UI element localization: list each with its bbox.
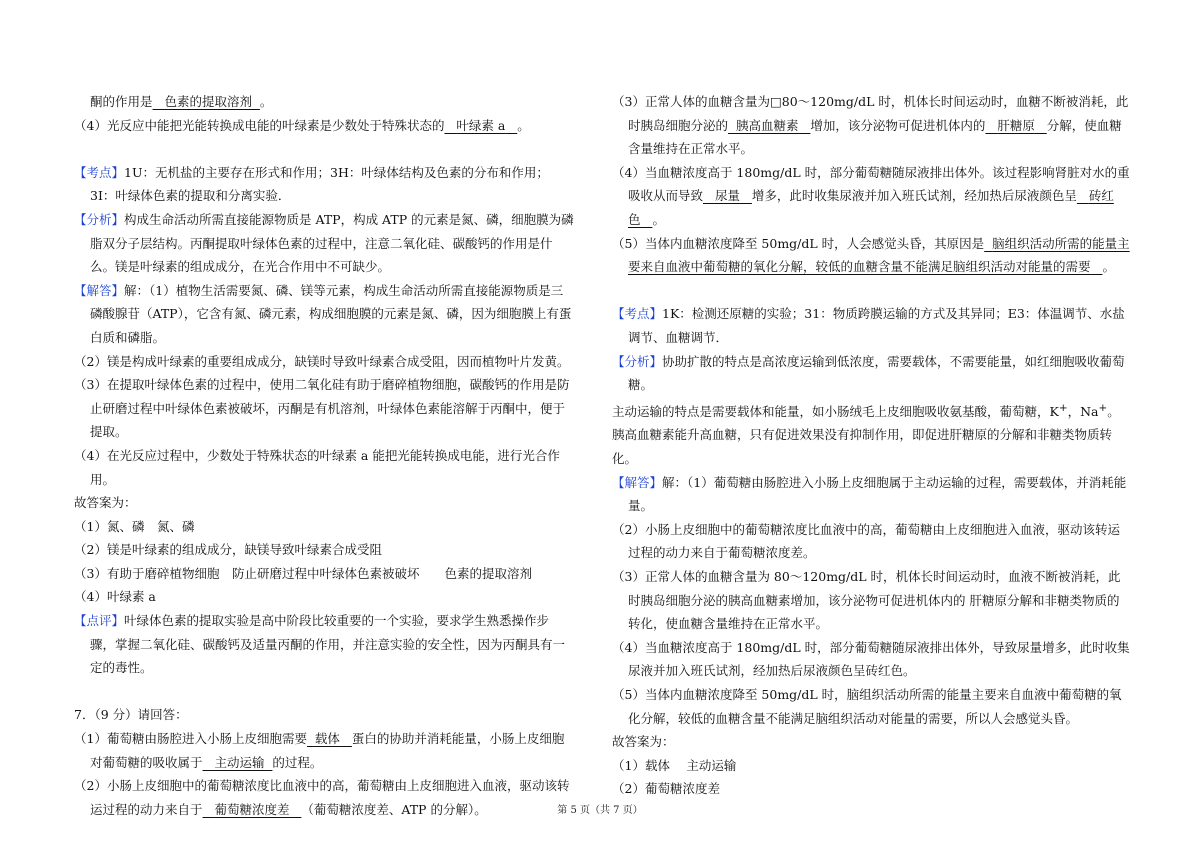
- q6-question-4: （4）光反应中能把光能转换成电能的叶绿素是少数处于特殊状态的 叶绿素 a 。: [74, 117, 530, 133]
- fenxi-section: 【分析】构成生命活动所需直接能源物质是 ATP，构成 ATP 的元素是氮、磷，细胞膜为磷脂双分子层结构。丙酮提取叶绿体色素的过程中，注意二氧化硅、碳酸钙的作用是什么。镁是叶绿素的组成成分，在光合作用中不可缺少。: [74, 211, 574, 275]
- jieda-line-5: （5）当体内血糖浓度降至 50mg/dL 时，脑组织活动所需的能量主要来自血液中葡萄糖的氧化分解，较低的血糖含量不能满足脑组织活动对能量的需要，所以人会感觉头昏。: [612, 687, 1122, 726]
- answer-4: （4）叶绿素 a: [74, 589, 156, 605]
- left-column: [74, 90, 574, 821]
- q7-question-5: （5）当体内血糖浓度降至 50mg/dL 时，人会感觉头昏，其原因是 脑组织活动所需的能量主要来自血液中葡萄糖的氧化分解，较低的血糖含量不能满足脑组织活动对能量的需要 。: [612, 235, 1130, 275]
- dianping-tag: 【点评】: [74, 613, 125, 629]
- q7-question-1: （1）葡萄糖由肠腔进入小肠上皮细胞需要 载体 蛋白的协助并消耗能量，小肠上皮细胞对葡萄糖的吸收属于 主动运输 的过程。: [74, 731, 565, 770]
- blank-answer: 主动运输: [214, 754, 265, 770]
- jieda-line-4: （4）当血糖浓度高于 180mg/dL 时，部分葡萄糖随尿液排出体外，导致尿量增多，此时收集尿液并加入班氏试剂，经加热后尿液颜色呈砖红色。: [612, 639, 1130, 679]
- kaodian-section: 【考点】1U：无机盐的主要存在形式和作用；3H：叶绿体结构及色素的分布和作用；3I：叶绿体色素的提取和分离实验．: [74, 164, 549, 204]
- blank-answer: 叶绿素 a: [456, 117, 506, 133]
- blank-answer: 胰高血糖素: [735, 117, 799, 133]
- blank-answer: 脑组织活动所需的能量主要来自血液中葡萄糖的氧化分解，较低的血糖含量不能满足脑组织活动对能量的需要: [628, 235, 1130, 275]
- blank-answer: 色素的提取溶剂: [164, 94, 252, 109]
- page-number: 第 5 页（共 7 页）: [557, 805, 643, 816]
- fenxi-tag: 【分析】: [74, 211, 125, 227]
- jieda-line-2: （2）小肠上皮细胞中的葡萄糖浓度比血液中的高，葡萄糖由上皮细胞进入血液，驱动该转运过程的动力来自于葡萄糖浓度差。: [612, 521, 1120, 561]
- q7-question-3: （3）正常人体的血糖含量为□80～120mg/dL 时，机体长时间运动时，血糖不断被消耗，此时胰岛细胞分泌的 胰高血糖素 增加，该分泌物可促进机体内的 肝糖原 分解，使血糖含量维持在正常水平。: [612, 94, 1129, 157]
- jieda-section: 【解答】解：（1）葡萄糖由肠腔进入小肠上皮细胞属于主动运输的过程，需要载体，并消耗能量。: [612, 474, 1127, 514]
- fenxi-line-3: 胰高血糖素能升高血糖，只有促进效果没有抑制作用，即促进肝糖原的分解和非糖类物质转化。: [612, 427, 1113, 467]
- blank-answer: 砖红色: [628, 188, 1114, 227]
- dianping-section: 【点评】叶绿体色素的提取实验是高中阶段比较重要的一个实验，要求学生熟悉操作步骤，掌握二氧化硅、碳酸钙及适量丙酮的作用，并注意实验的安全性，因为丙酮具有一定的毒性。: [74, 613, 566, 676]
- q7-question-4: （4）当血糖浓度高于 180mg/dL 时，部分葡萄糖随尿液排出体外。该过程影响肾脏对水的重吸收从而导致 尿量 增多，此时收集尿液并加入班氏试剂，经加热后尿液颜色呈 砖红色 。: [612, 164, 1130, 227]
- kaodian-tag: 【考点】: [612, 306, 663, 322]
- answer-label: 故答案为：: [74, 495, 137, 511]
- jieda-line-3: （3）正常人体的血糖含量为 80～120mg/dL 时，机体长时间运动时，血液不断被消耗，此时胰岛细胞分泌的胰高血糖素增加，该分泌物可促进机体内的 肝糖原分解和非糖类物质的转化，使血糖含量维持在正常水平。: [612, 569, 1121, 632]
- kaodian-tag: 【考点】: [74, 164, 125, 180]
- blank-answer: 葡萄糖浓度差: [214, 801, 290, 817]
- answer-2: （2）葡萄糖浓度差: [612, 781, 720, 797]
- jieda-tag: 【解答】: [612, 474, 663, 490]
- q7-question-2: （2）小肠上皮细胞中的葡萄糖浓度比血液中的高，葡萄糖由上皮细胞进入血液，驱动该转运过程的动力来自于 葡萄糖浓度差 （葡萄糖浓度差、ATP 的分解）。: [74, 778, 570, 817]
- answer-1: （1）载体 主动运输: [612, 757, 737, 773]
- fenxi-line-2: 主动运输的特点是需要载体和能量，如小肠绒毛上皮细胞吸收氨基酸，葡萄糖，K+，Na+。: [612, 401, 1120, 419]
- blank-answer: 尿量: [714, 188, 740, 204]
- blank-answer: 肝糖原: [997, 117, 1035, 133]
- jieda-tag: 【解答】: [74, 282, 125, 298]
- kaodian-section: 【考点】1K：检测还原糖的实验；31：物质跨膜运输的方式及其异同；E3：体温调节、水盐调节、血糖调节．: [612, 306, 1125, 345]
- q6-answer-line-3: 酮的作用是 色素的提取溶剂 。: [90, 94, 273, 109]
- answer-3: （3）有助于磨碎植物细胞 防止研磨过程中叶绿体色素被破坏 色素的提取溶剂: [74, 565, 532, 581]
- right-column: [612, 90, 1130, 801]
- fenxi-tag: 【分析】: [612, 353, 663, 369]
- fenxi-section: 【分析】协助扩散的特点是高浓度运输到低浓度，需要载体，不需要能量，如红细胞吸收葡萄糖。: [612, 353, 1125, 393]
- answer-label: 故答案为：: [612, 734, 675, 750]
- blank-answer: 载体: [314, 731, 340, 747]
- answer-1: （1）氮、磷 氮、磷: [74, 518, 195, 534]
- jieda-line-4: （4）在光反应过程中，少数处于特殊状态的叶绿素 a 能把光能转换成电能，进行光合作用。: [74, 447, 560, 487]
- answer-2: （2）镁是叶绿素的组成成分，缺镁导致叶绿素合成受阻: [74, 542, 382, 558]
- jieda-section: 【解答】解：（1）植物生活需要氮、磷、镁等元素，构成生命活动所需直接能源物质是三磷酸腺苷（ATP），它含有氮、磷元素，构成细胞膜的元素是氮、磷，因为细胞膜上有蛋白质和磷脂。: [74, 282, 572, 345]
- jieda-line-2: （2）镁是构成叶绿素的重要组成成分，缺镁时导致叶绿素合成受阻，因而植物叶片发黄。: [74, 353, 570, 369]
- question-7-title: 7．（9 分）请回答：: [74, 707, 188, 723]
- jieda-line-3: （3）在提取叶绿体色素的过程中，使用二氧化硅有助于磨碎植物细胞，碳酸钙的作用是防止研磨过程中叶绿体色素被破坏，丙酮是有机溶剂，叶绿体色素能溶解于丙酮中，便于提取。: [74, 377, 570, 440]
